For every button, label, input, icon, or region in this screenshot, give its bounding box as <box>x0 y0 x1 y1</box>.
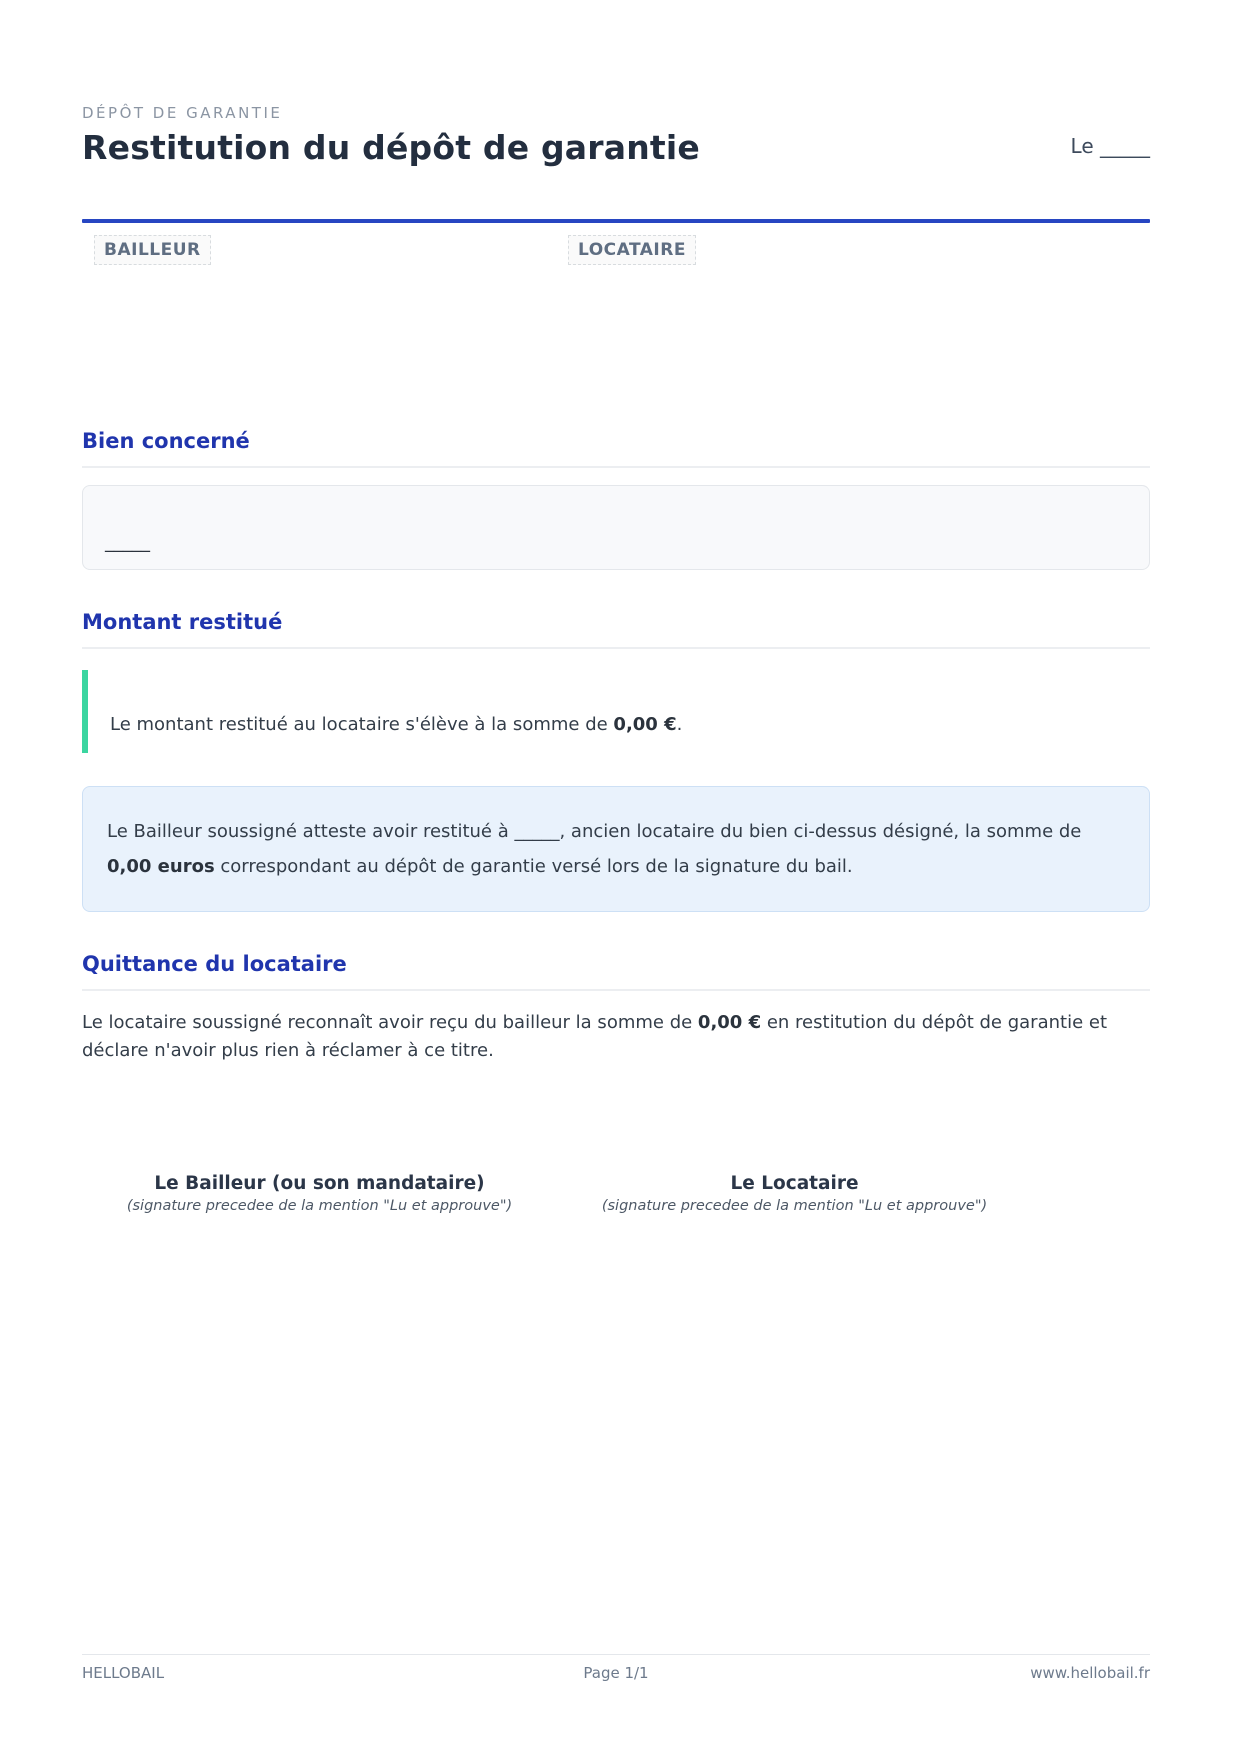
bien-concerne-box <box>82 485 1150 570</box>
header-title-group <box>82 104 700 167</box>
callout-period: . <box>676 714 683 735</box>
quittance-text-1: Le locataire soussigné reconnaît avoir reçu du bailleur la somme de <box>82 1012 698 1034</box>
footer-page-number: Page 1/1 <box>583 1664 649 1682</box>
signature-bailleur-title: Le Bailleur (ou son mandataire) <box>154 1172 485 1194</box>
attestation-box <box>82 786 1150 912</box>
quittance-paragraph <box>82 1009 1150 1065</box>
footer-brand: HELLOBAIL <box>82 1664 165 1682</box>
signature-locataire-mention: (signature precedee de la mention "Lu et approuve") <box>601 1197 988 1214</box>
quittance-amount: 0,00 € <box>697 1012 762 1034</box>
bien-concerne-heading: Bien concerné <box>82 429 1150 468</box>
page-footer <box>82 1654 1150 1682</box>
signatures-row <box>82 1173 1032 1214</box>
section-montant-restitue <box>82 610 1150 912</box>
attestation-amount: 0,00 euros <box>107 856 215 878</box>
bailleur-label: BAILLEUR <box>94 235 211 265</box>
montant-restitue-heading: Montant restitué <box>82 610 1150 649</box>
document-content <box>82 0 1150 1214</box>
quittance-text-2: en restitution du dépôt de garantie et déclare n'avoir plus rien à réclamer à ce titre. <box>82 1012 1108 1062</box>
signature-block-locataire <box>557 1173 1032 1214</box>
attestation-text-2: correspondant au dépôt de garantie versé lors de la signature du bail. <box>214 856 853 878</box>
quittance-heading: Quittance du locataire <box>82 952 1150 991</box>
locataire-label: LOCATAIRE <box>568 235 696 265</box>
callout-text: Le montant restitué au locataire s'élève à la somme de <box>110 714 614 735</box>
signature-bailleur-mention: (signature precedee de la mention "Lu et approuve") <box>126 1197 513 1214</box>
callout-amount: 0,00 € <box>613 714 677 735</box>
signature-locataire-title: Le Locataire <box>730 1172 859 1194</box>
attestation-text-1: Le Bailleur soussigné atteste avoir restitué à _____, ancien locataire du bien ci-dessus désigné, la somme de <box>107 821 1082 842</box>
section-bien-concerne <box>82 429 1150 570</box>
date-placeholder: Le _____ <box>1070 134 1150 158</box>
document-header <box>82 0 1150 167</box>
document-category: DÉPÔT DE GARANTIE <box>82 104 283 122</box>
bien-placeholder: _____ <box>105 532 150 553</box>
montant-callout <box>82 670 1150 753</box>
section-quittance <box>82 952 1150 1065</box>
document-title: Restitution du dépôt de garantie <box>82 128 700 167</box>
parties-row <box>82 235 1150 271</box>
header-divider <box>82 219 1150 223</box>
footer-website: www.hellobail.fr <box>1030 1664 1150 1682</box>
signature-block-bailleur <box>82 1173 557 1214</box>
